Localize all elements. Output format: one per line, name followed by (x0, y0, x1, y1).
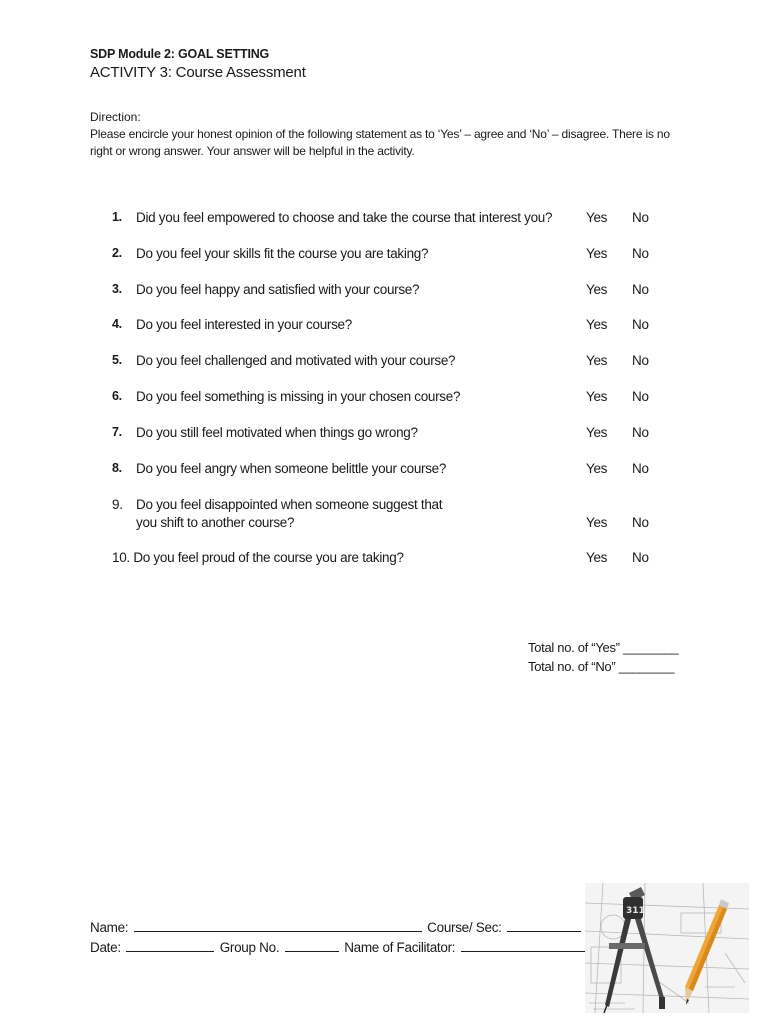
question-text: Do you feel your skills fit the course you are taking? (136, 246, 429, 261)
question-text: Do you feel interested in your course? (136, 317, 352, 332)
group-field[interactable] (285, 940, 339, 952)
yes-option[interactable]: Yes (586, 515, 608, 530)
total-yes-field[interactable]: Total no. of “Yes” ________ (528, 640, 679, 655)
date-field[interactable] (126, 940, 214, 952)
module-title: SDP Module 2: GOAL SETTING (90, 47, 270, 61)
direction-text: Please encircle your honest opinion of the following statement as to ‘Yes’ – agree and ‘No’ – disagree. There is no right or wrong answer. Your answer will be helpful in the activity. (90, 127, 670, 158)
compass-pencil-blueprint-icon (585, 883, 749, 1013)
yes-option[interactable]: Yes (586, 353, 608, 368)
footer-line-2 (90, 940, 587, 955)
no-option[interactable]: No (632, 317, 649, 332)
yes-option[interactable]: Yes (586, 246, 608, 261)
name-field[interactable] (134, 920, 422, 932)
question-text: Do you feel happy and satisfied with your course? (136, 282, 420, 297)
no-option[interactable]: No (632, 282, 649, 297)
question-number: 1. (112, 210, 122, 224)
no-option[interactable]: No (632, 246, 649, 261)
total-no-field[interactable]: Total no. of “No” ________ (528, 659, 675, 674)
group-label: Group No. (219, 940, 280, 955)
date-label: Date: (90, 940, 121, 955)
question-number: 6. (112, 389, 122, 403)
question-number: 2. (112, 246, 122, 260)
no-option[interactable]: No (632, 550, 649, 565)
activity-title: ACTIVITY 3: Course Assessment (90, 64, 306, 81)
question-text: Do you feel disappointed when someone suggest that (136, 497, 443, 512)
yes-option[interactable]: Yes (586, 317, 608, 332)
compass-label: 311 (626, 906, 645, 916)
question-text: Do you feel challenged and motivated with your course? (136, 353, 456, 368)
no-option[interactable]: No (632, 353, 649, 368)
question-text: Do you feel something is missing in your chosen course? (136, 389, 461, 404)
yes-option[interactable]: Yes (586, 461, 608, 476)
question-number: 9. (112, 497, 123, 512)
yes-option[interactable]: Yes (586, 550, 608, 565)
no-option[interactable]: No (632, 425, 649, 440)
yes-option[interactable]: Yes (586, 425, 608, 440)
course-field[interactable] (507, 920, 581, 932)
question-number: 8. (112, 461, 122, 475)
yes-option[interactable]: Yes (586, 389, 608, 404)
name-label: Name: (90, 920, 129, 935)
facilitator-field[interactable] (461, 940, 585, 952)
question-text: Do you feel angry when someone belittle your course? (136, 461, 447, 476)
no-option[interactable]: No (632, 389, 649, 404)
question-text: 10. Do you feel proud of the course you are taking? (112, 550, 404, 565)
no-option[interactable]: No (632, 515, 649, 530)
footer-line-1 (90, 920, 583, 935)
facilitator-label: Name of Facilitator: (344, 940, 456, 955)
question-text: Did you feel empowered to choose and take the course that interest you? (136, 210, 553, 225)
no-option[interactable]: No (632, 210, 649, 225)
question-number: 5. (112, 353, 122, 367)
question-text: Do you still feel motivated when things go wrong? (136, 425, 418, 440)
question-number: 3. (112, 282, 122, 296)
direction-label: Direction: (90, 110, 141, 124)
question-text-continued: you shift to another course? (136, 515, 295, 530)
question-number: 7. (112, 425, 122, 439)
course-label: Course/ Sec: (427, 920, 502, 935)
totals-block (528, 638, 678, 676)
no-option[interactable]: No (632, 461, 649, 476)
yes-option[interactable]: Yes (586, 282, 608, 297)
yes-option[interactable]: Yes (586, 210, 608, 225)
question-number: 4. (112, 317, 122, 331)
